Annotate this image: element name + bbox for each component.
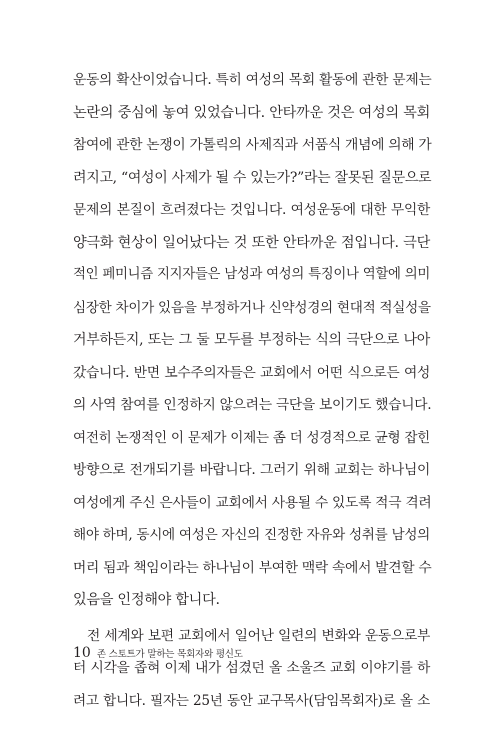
paragraph-2 <box>73 620 430 718</box>
paragraph-1 <box>73 64 430 617</box>
text-line: 여성에게 주신 은사들이 교회에서 사용될 수 있도록 적극 격려 <box>73 494 432 511</box>
text-line: 려지고, “여성이 사제가 될 수 있는가?”라는 잘못된 질문으로 <box>73 169 432 186</box>
text-line: 전 세계와 보편 교회에서 일어난 일련의 변화와 운동으로부 <box>87 627 430 644</box>
text-line: 의 사역 참여를 인정하지 않으려는 극단을 보이기도 했습니다. <box>73 397 432 413</box>
text-line: 양극화 현상이 일어났다는 것 또한 안타까운 점입니다. 극단 <box>73 234 430 251</box>
text-line: 여전히 논쟁적인 이 문제가 이제는 좀 더 성경적으로 균형 잡힌 <box>73 429 430 446</box>
text-line: 논란의 중심에 놓여 있었습니다. 안타까운 것은 여성의 목회 <box>73 104 430 121</box>
text-line: 해야 하며, 동시에 여성은 자신의 진정한 자유와 성취를 남성의 <box>73 527 430 543</box>
text-line: 거부하든지, 또는 그 둘 모두를 부정하는 식의 극단으로 나아 <box>73 332 430 348</box>
text-line: 터 시각을 좁혀 이제 내가 섬겼던 올 소울즈 교회 이야기를 하 <box>73 660 430 676</box>
text-line: 있음을 인정해야 합니다. <box>73 592 220 608</box>
text-line: 려고 합니다. 필자는 25년 동안 교구목사(담임목회자)로 올 소 <box>73 692 430 709</box>
text-line: 참여에 관한 논쟁이 가톨릭의 사제직과 서품식 개념에 의해 가 <box>73 137 432 153</box>
text-line: 운동의 확산이었습니다. 특히 여성의 목회 활동에 관한 문제는 <box>73 72 432 88</box>
body-text <box>73 64 430 717</box>
text-line: 갔습니다. 반면 보수주의자들은 교회에서 어떤 식으로든 여성 <box>73 364 430 381</box>
page-footer <box>73 645 243 661</box>
text-line: 방향으로 전개되기를 바랍니다. 그러기 위해 교회는 하나님이 <box>73 462 430 478</box>
text-line: 문제의 본질이 흐려졌다는 것입니다. 여성운동에 대한 무익한 <box>73 202 430 218</box>
text-line: 적인 페미니즘 지지자들은 남성과 여성의 특징이나 역할에 의미 <box>73 267 430 282</box>
page-number: 10 <box>73 645 91 661</box>
running-title: 존 스토트가 말하는 목회자와 평신도 <box>96 649 243 660</box>
text-line: 머리 됨과 책임이라는 하나님이 부여한 맥락 속에서 발견할 수 <box>73 559 432 576</box>
text-line: 심장한 차이가 있음을 부정하거나 신약성경의 현대적 적실성을 <box>73 299 431 316</box>
